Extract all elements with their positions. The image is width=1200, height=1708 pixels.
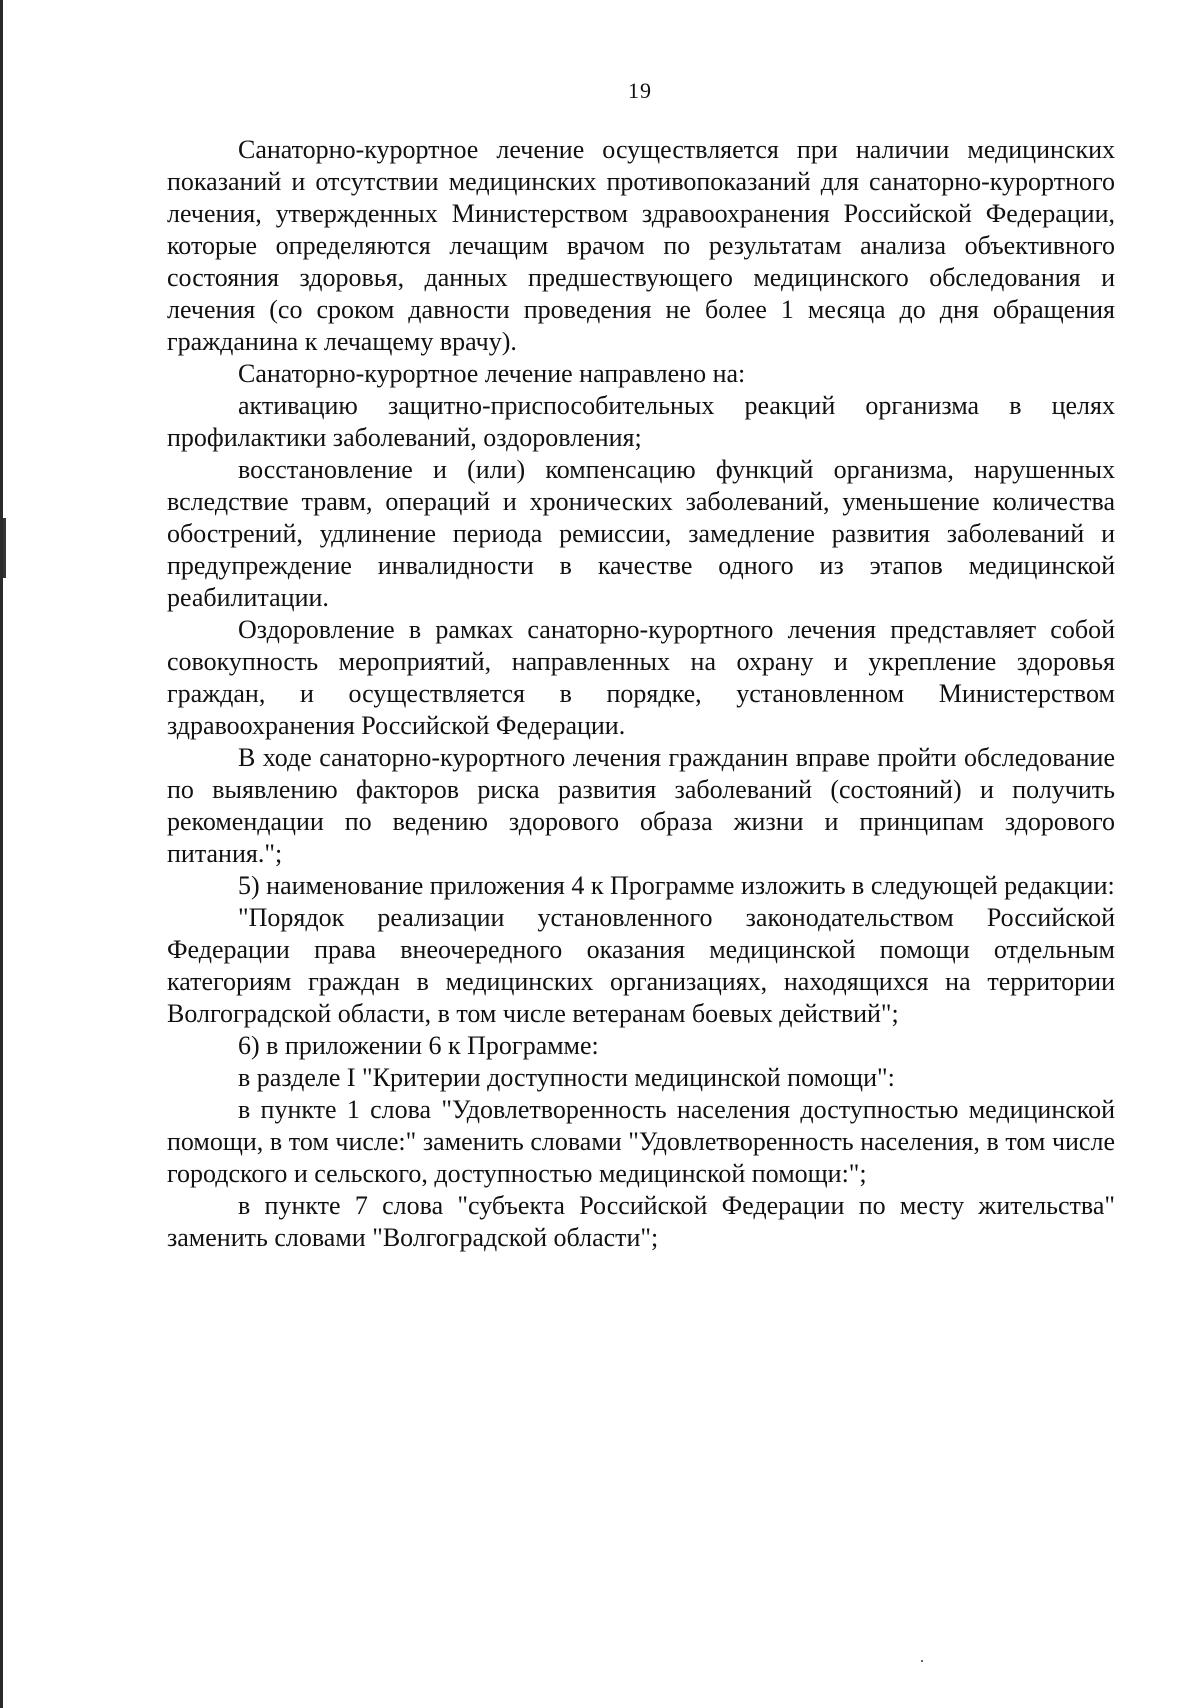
page-number: 19 <box>628 78 652 103</box>
paragraph-point-7: в пункте 7 слова "субъекта Российской Федерации по месту жительства" заменить словами "Волгоградской области"; <box>167 1191 1115 1252</box>
paragraph-appendix-4-title: "Порядок реализации установленного законодательством Российской Федерации права внеочередного оказания медицинской помощи отдельным категориям граждан в медицинских организациях, находящихся на территории Волгоградской области, в том числе ветеранам боевых действий"; <box>167 903 1115 1028</box>
scan-speck <box>921 1660 923 1662</box>
paragraph-risk-examination: В ходе санаторно-курортного лечения гражданин вправе пройти обследование по выявлению факторов риска развития заболеваний (состояний) и получить рекомендации по ведению здорового образа жизни и принципам здорового питания."; <box>167 743 1115 868</box>
paragraph-point-1: в пункте 1 слова "Удовлетворенность населения доступностью медицинской помощи, в том числе:" заменить словами "Удовлетворенность населения, в том числе городского и сельского, доступностью медицинской помощи:"; <box>167 1095 1115 1188</box>
paragraph-section-1: в разделе I "Критерии доступности медицинской помощи": <box>238 1063 895 1092</box>
paragraph-treatment-aims-intro: Санаторно-курортное лечение направлено на: <box>238 359 746 388</box>
paragraph-aim-activation: активацию защитно-приспособительных реакций организма в целях профилактики заболеваний, оздоровления; <box>167 391 1115 452</box>
scan-mark <box>3 518 6 578</box>
document-body <box>167 134 1115 1254</box>
paragraph-aim-restoration: восстановление и (или) компенсацию функций организма, нарушенных вследствие травм, операций и хронических заболеваний, уменьшение количества обострений, удлинение периода ремиссии, замедление развития заболеваний и предупреждение инвалидности в качестве одного из этапов медицинской реабилитации. <box>167 455 1115 612</box>
scan-edge <box>0 0 3 1708</box>
paragraph-item-6: 6) в приложении 6 к Программе: <box>238 1031 599 1060</box>
paragraph-item-5: 5) наименование приложения 4 к Программе изложить в следующей редакции: <box>238 871 1115 900</box>
paragraph-health-improvement: Оздоровление в рамках санаторно-курортного лечения представляет собой совокупность мероприятий, направленных на охрану и укрепление здоровья граждан, и осуществляется в порядке, установленном Министерством здравоохранения Российской Федерации. <box>167 615 1115 740</box>
paragraph-sanatorium-conditions: Санаторно-курортное лечение осуществляется при наличии медицинских показаний и отсутствии медицинских противопоказаний для санаторно-курортного лечения, утвержденных Министерством здравоохранения Российской Федерации, которые определяются лечащим врачом по результатам анализа объективного состояния здоровья, данных предшествующего медицинского обследования и лечения (со сроком давности проведения не более 1 месяца до дня обращения гражданина к лечащему врачу). <box>167 135 1115 356</box>
